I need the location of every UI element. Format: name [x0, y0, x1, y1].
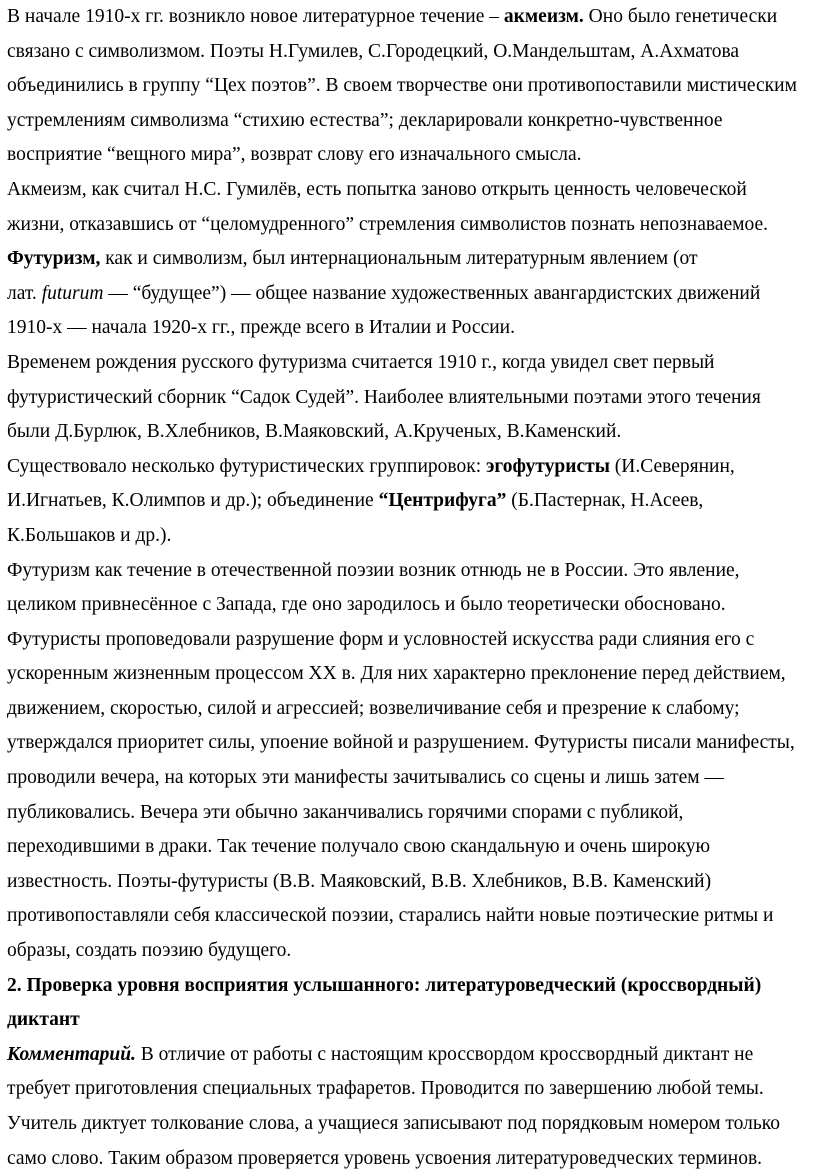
text-line: образы, создать поэзию будущего.	[7, 940, 292, 962]
text-line: требует приготовления специальных трафаретов. Проводится по завершению любой темы.	[7, 1078, 764, 1100]
document-page	[7, 0, 813, 1176]
text-line: Футуризм, как и символизм, был интернациональным литературным явлением (от	[7, 248, 698, 270]
text-line: устремлениям символизма “стихию естества”; декларировали конкретно-чувственное	[7, 109, 723, 131]
text-line: жизни, отказавшись от “целомудренного” стремления символистов познать непознаваемое.	[7, 213, 768, 235]
text-line: Футуристы проповедовали разрушение форм и условностей искусства ради слияния его с	[7, 628, 755, 650]
text-line: восприятие “вещного мира”, возврат слову его изначального смысла.	[7, 144, 582, 166]
text-line: Футуризм как течение в отечественной поэзии возник отнюдь не в России. Это явление,	[7, 559, 740, 581]
section-heading: диктант	[7, 1009, 80, 1031]
term-futurism: Футуризм,	[7, 248, 101, 270]
comment-label: Комментарий.	[7, 1043, 136, 1065]
text-line: Временем рождения русского футуризма считается 1910 г., когда увидел свет первый	[7, 351, 715, 373]
text-line: противопоставляли себя классической поэзии, старались найти новые поэтические ритмы и	[7, 905, 774, 927]
text-line: публиковались. Вечера эти обычно заканчивались горячими спорами с публикой,	[7, 801, 684, 823]
latin-term: futurum	[41, 282, 104, 304]
text-line: целиком привнесённое с Запада, где оно зародилось и было теоретически обосновано.	[7, 594, 726, 616]
text-line: утверждался приоритет силы, упоение войной и разрушением. Футуристы писали манифесты,	[7, 732, 795, 754]
text-line: В начале 1910-х гг. возникло новое литературное течение – акмеизм. Оно было генетически	[7, 6, 778, 27]
text-line: футуристический сборник “Садок Судей”. Наиболее влиятельными поэтами этого течения	[7, 386, 761, 408]
text-line: лат. futurum — “будущее”) — общее название художественных авангардистских движений	[7, 282, 761, 304]
text-line: Учитель диктует толкование слова, а учащиеся записывают под порядковым номером только	[7, 1113, 780, 1134]
text-line: объединились в группу “Цех поэтов”. В своем творчестве они противопоставили мистическим	[7, 75, 797, 97]
text-line: Существовало несколько футуристических группировок: эгофутуристы (И.Северянин,	[7, 455, 735, 477]
text-line: 1910-х — начала 1920-х гг., прежде всего в Италии и России.	[7, 317, 515, 339]
text-line: переходившими в драки. Так течение получало свою скандальную и очень широкую	[7, 836, 711, 858]
section-heading: 2. Проверка уровня восприятия услышанного: литературоведческий (кроссвордный)	[7, 974, 762, 996]
term-centrifuga: “Центрифуга”	[378, 490, 507, 512]
text-line: были Д.Бурлюк, В.Хлебников, В.Маяковский, А.Крученых, В.Каменский.	[7, 421, 622, 443]
text-line: Комментарий. В отличие от работы с настоящим кроссвордом кроссвордный диктант не	[7, 1043, 754, 1065]
text-line: само слово. Таким образом проверяется уровень усвоения литературоведческих терминов.	[7, 1147, 763, 1169]
text-line: Акмеизм, как считал Н.С. Гумилёв, есть попытка заново открыть ценность человеческой	[7, 178, 747, 200]
text-line: движением, скоростью, силой и агрессией; возвеличивание себя и презрение к слабому;	[7, 697, 740, 719]
term-acmeism: акмеизм.	[503, 6, 584, 27]
text-line: ускоренным жизненным процессом XX в. Для них характерно преклонение перед действием,	[7, 663, 786, 685]
text-line: связано с символизмом. Поэты Н.Гумилев, С.Городецкий, О.Мандельштам, А.Ахматова	[7, 40, 740, 62]
text-line: К.Большаков и др.).	[7, 524, 172, 546]
text-line: проводили вечера, на которых эти манифесты зачитывались со сцены и лишь затем —	[7, 767, 725, 789]
text-line: известность. Поэты-футуристы (В.В. Маяковский, В.В. Хлебников, В.В. Каменский)	[7, 870, 712, 892]
term-egofuturists: эгофутуристы	[486, 455, 610, 477]
text-line: И.Игнатьев, К.Олимпов и др.); объединение “Центрифуга” (Б.Пастернак, Н.Асеев,	[7, 490, 704, 512]
